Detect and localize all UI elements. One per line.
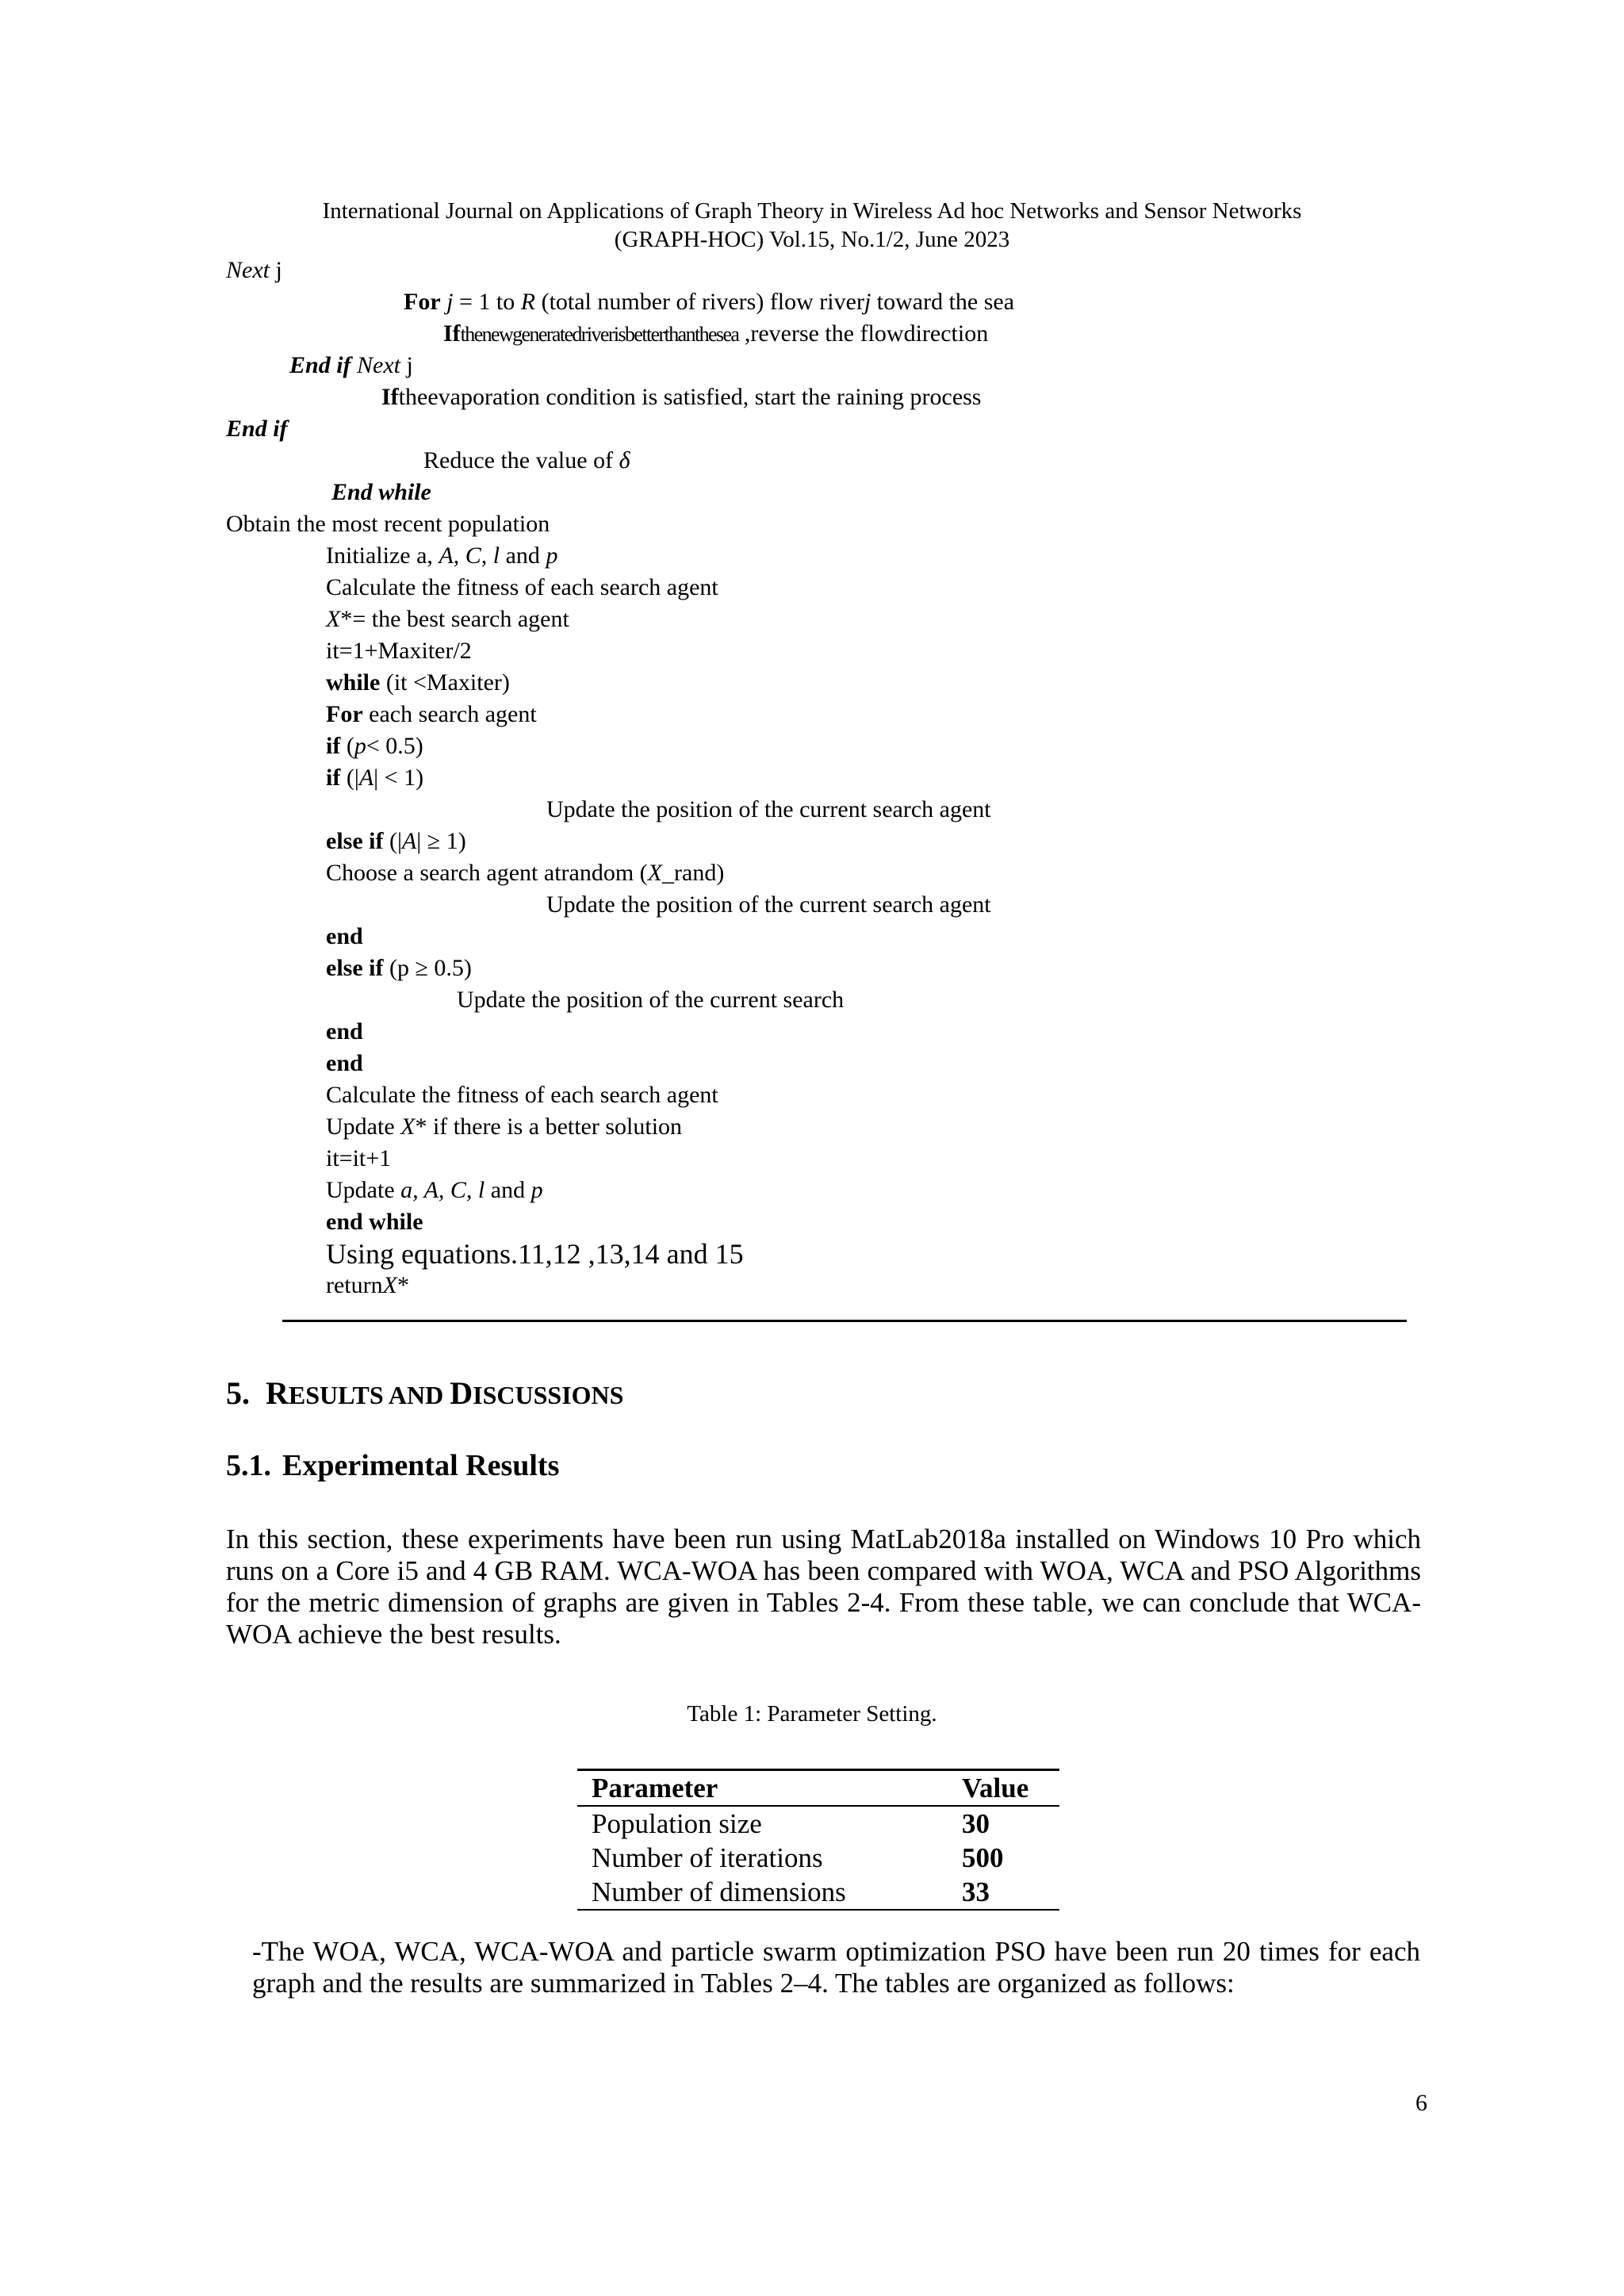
var: X: [382, 1272, 397, 1298]
algo-update-position-2: Update the position of the current search agent: [546, 891, 991, 918]
keyword: else if: [326, 828, 384, 854]
text: ,reverse the flowdirection: [738, 320, 989, 347]
algo-initialize: [326, 541, 557, 571]
algo-end: end: [326, 1018, 363, 1045]
text: Choose a search agent atrandom (: [326, 860, 648, 886]
algo-if-p: [326, 731, 423, 761]
page-number: 6: [1415, 2090, 1427, 2116]
algo-end: end: [326, 923, 363, 949]
algo-while: [326, 668, 510, 698]
text: and: [485, 1177, 531, 1203]
algo-calc-fitness: Calculate the fitness of each search agent: [326, 574, 718, 600]
text: < 0.5): [366, 733, 423, 759]
var: R: [520, 289, 536, 315]
algo-end-while: end while: [326, 1209, 423, 1235]
table-row: [577, 1806, 1059, 1841]
vars: A, C, l: [439, 542, 500, 569]
text: *: [396, 1272, 409, 1298]
condition: thenewgeneratedriverisbetterthanthesea: [460, 323, 739, 346]
text: return: [326, 1272, 383, 1298]
keyword: For: [404, 289, 441, 315]
var: p: [354, 733, 366, 759]
table-cell: Number of dimensions: [592, 1876, 846, 1907]
algo-for-rivers: [404, 287, 1014, 317]
text: (p ≥ 0.5): [383, 955, 472, 981]
algo-end-while: End while: [331, 479, 431, 505]
text: (it <Maxiter): [380, 669, 510, 696]
journal-header-line1: International Journal on Applications of Graph Theory in Wireless Ad hoc Networks and Sensor Networks: [322, 198, 1302, 224]
var: X: [647, 860, 663, 886]
text: j: [400, 352, 413, 378]
var: p: [546, 542, 558, 569]
algo-end-if: End if: [226, 416, 288, 442]
keyword: if: [326, 765, 341, 791]
text: | < 1): [373, 765, 424, 791]
section-title-part: R: [266, 1375, 289, 1411]
table-cell: Number of iterations: [592, 1842, 823, 1873]
table-row: [577, 1841, 1059, 1875]
text: * if there is a better solution: [415, 1114, 683, 1140]
algo-if-evaporation: [381, 382, 981, 412]
algo-update-position-1: Update the position of the current search agent: [546, 796, 991, 822]
keyword: If: [381, 384, 399, 410]
var: A: [358, 765, 374, 791]
var: A: [401, 828, 417, 854]
text: and: [500, 542, 546, 569]
algo-best-agent: [326, 604, 569, 634]
keyword: Next: [226, 257, 270, 283]
table-cell: 33: [961, 1876, 990, 1907]
table-cell: 30: [961, 1808, 990, 1839]
section-title-part: ESULTS AND: [288, 1381, 450, 1409]
var: X: [400, 1114, 416, 1140]
algo-update-position-3: Update the position of the current search: [457, 987, 845, 1013]
algo-it-increment: it=it+1: [326, 1145, 392, 1171]
text: | ≥ 1): [416, 828, 466, 854]
text: (|: [383, 828, 402, 854]
algo-return: [326, 1271, 409, 1301]
text: Update: [326, 1114, 401, 1140]
algo-it-init: it=1+Maxiter/2: [326, 638, 472, 664]
algo-update-params: [326, 1175, 543, 1205]
keyword: For: [326, 701, 363, 727]
algo-else-if-p: [326, 953, 472, 983]
algo-reduce-delta: [423, 446, 630, 476]
table-row: [577, 1875, 1059, 1910]
paragraph-runs-summary: -The WOA, WCA, WCA-WOA and particle swarm optimization PSO have been run 20 times for each graph and the results are summarized in Tables 2–4. The tables are organized as follows:: [252, 1936, 1420, 1999]
keyword: if: [326, 733, 341, 759]
keyword: If: [443, 320, 461, 347]
table-header-cell: Parameter: [592, 1773, 718, 1803]
var: p: [530, 1177, 543, 1203]
algo-for-each: [326, 700, 537, 730]
algo-calc-fitness: Calculate the fitness of each search agent: [326, 1082, 718, 1108]
keyword: Next: [357, 352, 401, 378]
algo-next-j: [226, 255, 282, 286]
text: j: [269, 257, 282, 283]
table-cell: Population size: [592, 1808, 762, 1839]
var: j: [446, 289, 454, 315]
paragraph-experimental-setup: In this section, these experiments have been run using MatLab2018a installed on Windows 10 Pro which runs on a Core i5 and 4 GB RAM. WCA-WOA has been compared with WOA, WCA and PSO Algorithms for the metric dimension of graphs are given in Tables 2-4. From these table, we can conclude that WCA-WOA achieve the best results.: [226, 1524, 1421, 1650]
algo-update-best: [326, 1112, 682, 1142]
table-cell: 500: [961, 1842, 1004, 1873]
subsection-heading: [226, 1448, 559, 1483]
algo-obtain-population: Obtain the most recent population: [226, 511, 550, 537]
delta-symbol: δ: [619, 447, 630, 473]
text: theevaporation condition is satisfied, start the raining process: [398, 384, 982, 410]
text: toward the sea: [871, 289, 1015, 315]
algo-endif-next: [289, 351, 413, 381]
journal-header-line2: (GRAPH-HOC) Vol.15, No.1/2, June 2023: [614, 227, 1010, 252]
algo-choose-agent: [326, 858, 724, 888]
text: (total number of rivers) flow river: [535, 289, 864, 315]
keyword: else if: [326, 955, 384, 981]
text: *= the best search agent: [340, 606, 569, 632]
table-caption: Table 1: Parameter Setting.: [687, 1701, 937, 1727]
section-title-part: ISCUSSIONS: [473, 1381, 624, 1409]
var: j: [864, 289, 871, 315]
section-title-part: D: [450, 1375, 473, 1411]
subsection-title: Experimental Results: [282, 1449, 560, 1482]
keyword: End if: [289, 352, 351, 378]
vars: a, A, C, l: [400, 1177, 485, 1203]
text: Reduce the value of: [423, 447, 619, 473]
algo-end: end: [326, 1050, 363, 1076]
var: X: [326, 606, 341, 632]
text: _rand): [662, 860, 725, 886]
table-header-cell: Value: [961, 1773, 1029, 1803]
text: = 1 to: [453, 289, 521, 315]
text: (: [340, 733, 354, 759]
text: (|: [340, 765, 359, 791]
keyword: while: [326, 669, 381, 696]
algo-if-a: [326, 763, 423, 793]
text: Update: [326, 1177, 401, 1203]
algo-if-new-river: [443, 319, 988, 350]
table-header-row: [577, 1770, 1059, 1807]
algo-else-if-a: [326, 826, 466, 857]
text: each search agent: [362, 701, 537, 727]
section-number: 5.: [226, 1375, 250, 1411]
algo-using-equations: Using equations.11,12 ,13,14 and 15: [326, 1238, 744, 1270]
algorithm-divider: [282, 1320, 1407, 1322]
subsection-number: 5.1.: [226, 1449, 271, 1482]
section-heading: [226, 1374, 623, 1412]
text: Initialize a,: [326, 542, 439, 569]
parameter-table: [577, 1769, 1059, 1911]
